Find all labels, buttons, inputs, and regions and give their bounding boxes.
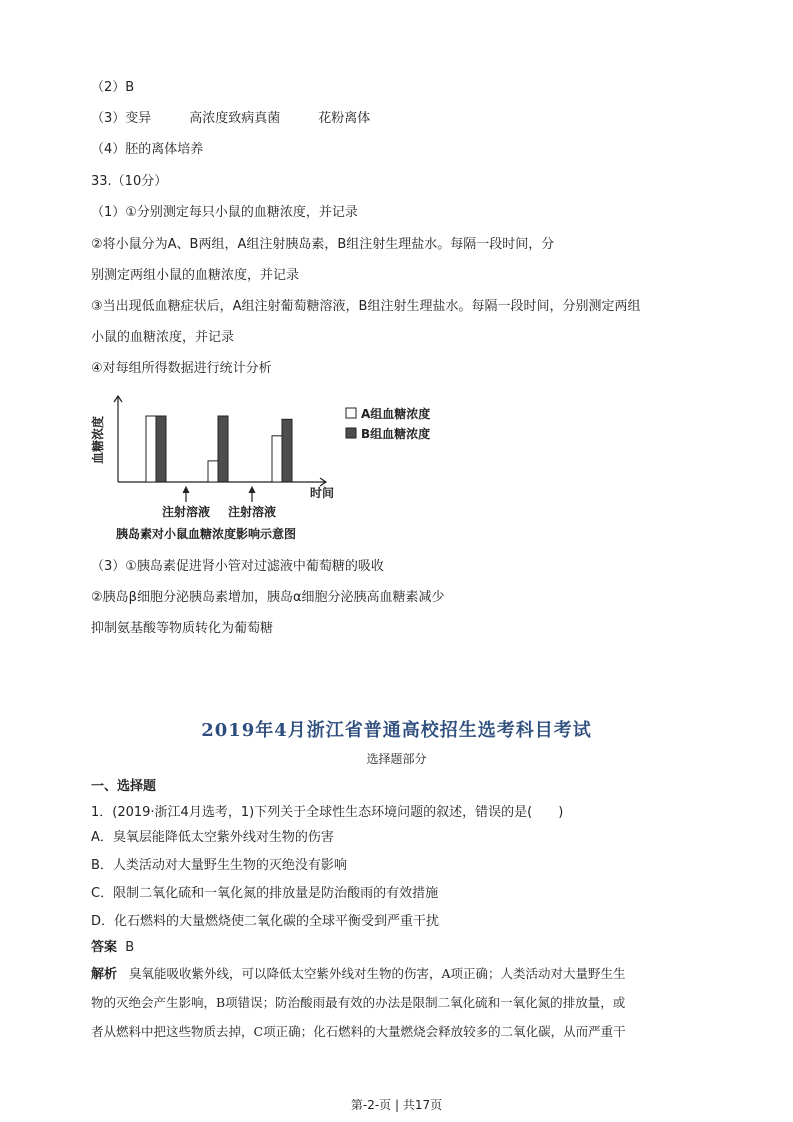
- option-d: D．化石燃料的大量燃烧使二氧化碳的全球平衡受到严重干扰: [91, 914, 440, 929]
- bar-b-1: [156, 416, 166, 482]
- question-1-stem: 1．(2019·浙江4月选考，1)下列关于全球性生态环境问题的叙述，错误的是( ): [91, 805, 564, 820]
- bar-b-3: [282, 419, 292, 482]
- answer-value: B: [125, 940, 135, 955]
- legend-swatch-b: [346, 428, 356, 438]
- answer-line-7: 别测定两组小鼠的血糖浓度，并记录: [91, 268, 300, 283]
- answer-line-2: [91, 110, 370, 128]
- section-heading: 一、选择题: [91, 779, 157, 794]
- injection-label-2: 注射溶液: [227, 505, 277, 519]
- answer-line-1: （2）B: [91, 80, 135, 95]
- answer-row: [91, 939, 134, 957]
- analysis-line-1: [91, 965, 625, 984]
- answer-line-12: ②胰岛β细胞分泌胰岛素增加，胰岛α细胞分泌胰高血糖素减少: [91, 590, 445, 605]
- answer-3-part-c: 花粉离体: [318, 111, 371, 126]
- legend-swatch-a: [346, 408, 356, 418]
- option-c: C．限制二氧化硫和一氧化氮的排放量是防治酸雨的有效措施: [91, 886, 439, 901]
- answer-line-3: （4）胚的离体培养: [91, 142, 204, 157]
- analysis-label: 解析: [91, 967, 118, 982]
- analysis-line-3: 者从燃料中把这些物质去掉，C项正确；化石燃料的大量燃烧会释放较多的二氧化碳，从而严重干: [91, 1024, 626, 1039]
- question-33-header: 33.（10分）: [91, 174, 168, 189]
- analysis-line-2: 物的灭绝会产生影响，B项错误；防治酸雨最有效的办法是限制二氧化硫和一氧化氮的排放量，或: [91, 995, 626, 1010]
- injection-arrowhead-1: [183, 487, 189, 493]
- answer-3-part-a: （3）变异: [91, 111, 152, 126]
- x-axis-label: 时间: [310, 486, 335, 500]
- bar-a-3: [272, 436, 282, 482]
- legend-label-a: A组血糖浓度: [361, 407, 431, 421]
- bar-a-1: [146, 416, 156, 482]
- injection-label-1: 注射溶液: [161, 505, 211, 519]
- page-footer: 第-2-页 | 共17页: [350, 1098, 443, 1112]
- answer-label: 答案: [91, 940, 118, 955]
- section-subtitle: 选择题部分: [366, 752, 427, 766]
- blood-glucose-chart: [88, 390, 468, 550]
- bar-a-2: [208, 461, 218, 482]
- answer-line-8: ③当出现低血糖症状后，A组注射葡萄糖溶液，B组注射生理盐水。每隔一段时间，分别测定两组: [91, 299, 641, 314]
- answer-line-10: ④对每组所得数据进行统计分析: [91, 361, 272, 376]
- option-a: A．臭氧层能降低太空紫外线对生物的伤害: [91, 830, 334, 845]
- option-b: B．人类活动对大量野生生物的灭绝没有影响: [91, 858, 347, 873]
- answer-line-13: 抑制氨基酸等物质转化为葡萄糖: [91, 621, 274, 636]
- answer-line-5: （1）①分别测定每只小鼠的血糖浓度，并记录: [91, 205, 358, 220]
- y-axis-label: 血糖浓度: [91, 415, 105, 465]
- answer-3-part-b: 高浓度致病真菌: [189, 111, 281, 126]
- answer-line-9: 小鼠的血糖浓度，并记录: [91, 330, 235, 345]
- legend-label-b: B组血糖浓度: [361, 427, 431, 441]
- chart-caption: 胰岛素对小鼠血糖浓度影响示意图: [116, 527, 297, 541]
- answer-line-11: （3）①胰岛素促进肾小管对过滤液中葡萄糖的吸收: [91, 559, 384, 574]
- exam-title: 2019年4月浙江省普通高校招生选考科目考试: [201, 720, 592, 741]
- analysis-text-1: 臭氧能吸收紫外线，可以降低太空紫外线对生物的伤害，A项正确；人类活动对大量野生生: [128, 966, 626, 981]
- bar-b-2: [218, 416, 228, 482]
- answer-line-6: ②将小鼠分为A、B两组，A组注射胰岛素，B组注射生理盐水。每隔一段时间，分: [91, 237, 555, 252]
- injection-arrowhead-2: [249, 487, 255, 493]
